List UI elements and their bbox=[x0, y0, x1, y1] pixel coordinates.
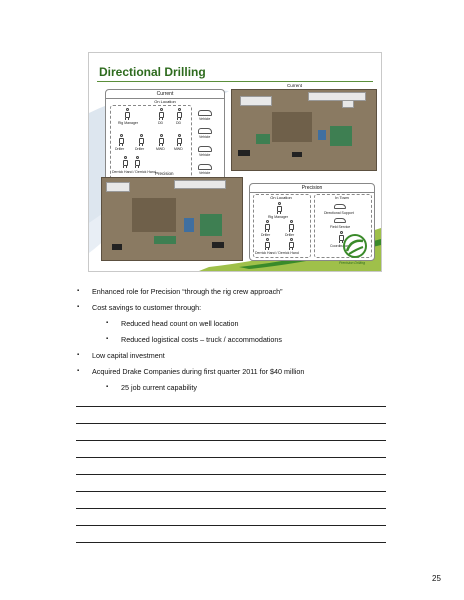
bullet-text: 25 job current capability bbox=[121, 383, 197, 392]
role-label: MWD bbox=[174, 147, 183, 151]
note-line bbox=[76, 440, 386, 441]
role-label: Field Service bbox=[330, 225, 351, 229]
person-icon bbox=[288, 238, 294, 250]
bullet-marker: ▪ bbox=[106, 336, 109, 342]
current-photo-label: Current bbox=[287, 83, 303, 88]
note-line bbox=[76, 491, 386, 492]
bullet-marker: ▪ bbox=[106, 320, 109, 326]
person-icon bbox=[276, 202, 282, 214]
role-label: MWD bbox=[156, 147, 165, 151]
person-icon bbox=[264, 220, 270, 232]
bullet-marker: ▪ bbox=[77, 352, 80, 358]
bullet-text: Enhanced role for Precision “through the rig crew approach” bbox=[92, 287, 283, 296]
role-label: Rig Manager bbox=[118, 121, 139, 125]
role-label: DD bbox=[158, 121, 164, 125]
support-unit-icon bbox=[334, 218, 346, 223]
note-line bbox=[76, 423, 386, 424]
role-label: Rig Manager bbox=[268, 215, 289, 219]
psd-logo-icon bbox=[341, 233, 369, 259]
bullet-marker: ▪ bbox=[77, 304, 80, 310]
logo-text: Precision Drilling bbox=[339, 261, 366, 265]
note-line bbox=[76, 457, 386, 458]
vehicle-icon bbox=[198, 110, 212, 116]
on-location-frame bbox=[253, 194, 311, 258]
vehicle-label: Vehicle bbox=[199, 171, 211, 175]
bullet-item bbox=[76, 287, 396, 296]
vehicle-label: Vehicle bbox=[199, 153, 211, 157]
bullet-text: Cost savings to customer through: bbox=[92, 303, 202, 312]
person-icon bbox=[138, 134, 144, 146]
note-line bbox=[76, 406, 386, 407]
page-number: 25 bbox=[432, 574, 441, 583]
person-icon bbox=[124, 108, 130, 120]
bullet-marker: ▪ bbox=[77, 288, 80, 294]
vehicle-label: Vehicle bbox=[199, 117, 211, 121]
note-line bbox=[76, 525, 386, 526]
role-label: Coordinator bbox=[330, 244, 349, 248]
bullet-item bbox=[76, 303, 396, 312]
person-icon bbox=[176, 108, 182, 120]
on-location-heading: On Location bbox=[270, 195, 292, 200]
note-line bbox=[76, 508, 386, 509]
person-icon bbox=[158, 134, 164, 146]
role-label: Driller bbox=[135, 147, 145, 151]
note-line bbox=[76, 542, 386, 543]
role-label: Directional Support bbox=[324, 211, 354, 215]
bullet-marker: ▪ bbox=[77, 368, 80, 374]
support-unit-icon bbox=[334, 204, 346, 209]
precision-site-photo bbox=[101, 177, 243, 261]
bullet-text: Reduced head count on well location bbox=[121, 319, 239, 328]
current-panel-title: Current bbox=[106, 90, 224, 99]
precision-panel-title: Precision bbox=[250, 184, 374, 193]
role-label: Derrick Hand / Derrick Hand bbox=[255, 251, 299, 255]
vehicle-icon bbox=[198, 128, 212, 134]
role-label: Driller bbox=[261, 233, 271, 237]
precision-photo-label: Precision bbox=[155, 171, 174, 176]
role-label: DD bbox=[176, 121, 182, 125]
person-icon bbox=[176, 134, 182, 146]
slide-thumbnail bbox=[88, 52, 382, 272]
bullet-item bbox=[76, 383, 396, 392]
bullet-text: Acquired Drake Companies during first quarter 2011 for $40 million bbox=[92, 367, 305, 376]
vehicle-label: Vehicle bbox=[199, 135, 211, 139]
bullet-list bbox=[76, 287, 396, 399]
role-label: Driller bbox=[285, 233, 295, 237]
person-icon bbox=[118, 134, 124, 146]
note-line bbox=[76, 474, 386, 475]
bullet-item bbox=[76, 319, 396, 328]
bullet-text: Reduced logistical costs – truck / accommodations bbox=[121, 335, 282, 344]
vehicle-icon bbox=[198, 146, 212, 152]
bullet-marker: ▪ bbox=[106, 384, 109, 390]
role-label: Driller bbox=[115, 147, 125, 151]
slide-title: Directional Drilling bbox=[99, 65, 206, 79]
bullet-text: Low capital investment bbox=[92, 351, 165, 360]
vehicle-icon bbox=[198, 164, 212, 170]
bullet-item bbox=[76, 367, 396, 376]
bullet-item bbox=[76, 351, 396, 360]
person-icon bbox=[158, 108, 164, 120]
person-icon bbox=[264, 238, 270, 250]
bullet-item bbox=[76, 335, 396, 344]
title-divider bbox=[97, 81, 373, 82]
role-label: Derrick Hand / Derrick Hand bbox=[112, 170, 156, 174]
in-town-heading: In Town bbox=[335, 195, 349, 200]
person-icon bbox=[122, 156, 128, 168]
person-icon bbox=[134, 156, 140, 168]
current-site-photo bbox=[231, 89, 377, 171]
person-icon bbox=[288, 220, 294, 232]
current-panel-subtitle: On Location bbox=[154, 99, 176, 104]
